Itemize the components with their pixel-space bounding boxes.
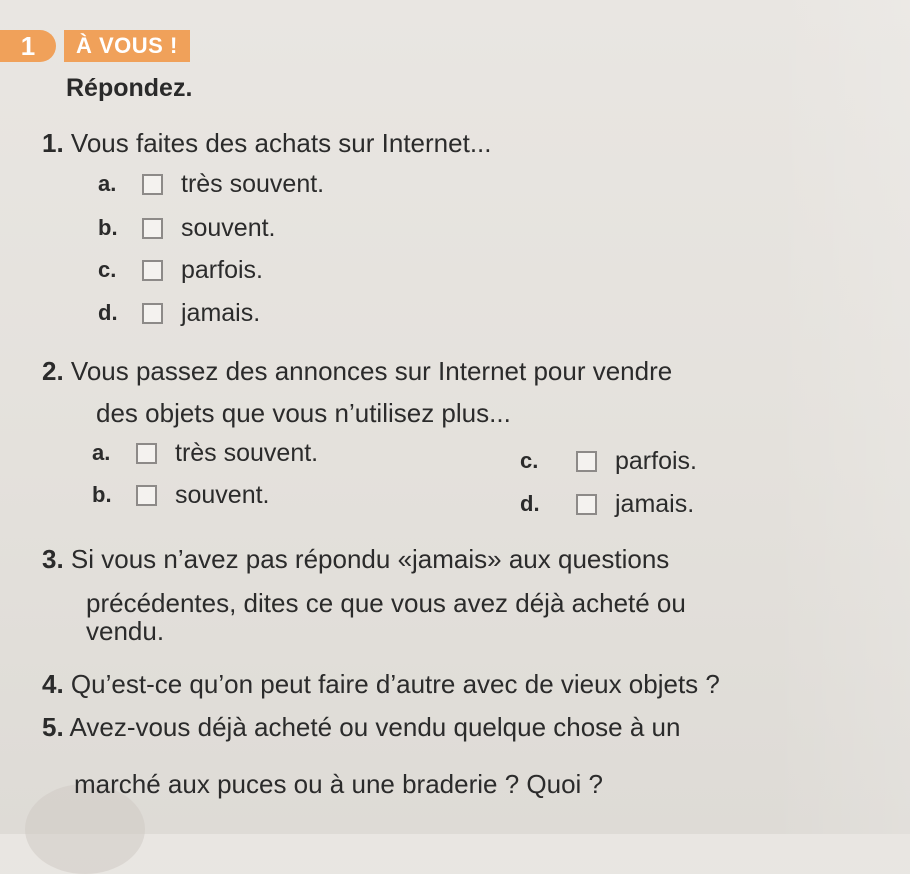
empty-checkbox-icon[interactable] — [142, 174, 163, 195]
question-3-line-2: précédentes, dites ce que vous avez déjà acheté ou — [86, 588, 686, 618]
question-3 — [42, 540, 669, 578]
option-text: jamais. — [615, 490, 695, 518]
exercise-number: 1 — [0, 30, 56, 62]
question-1 — [42, 124, 492, 162]
question-text: Vous passez des annonces sur Internet pour vendre — [70, 356, 673, 386]
option-letter: b. — [98, 215, 118, 240]
option-letter: d. — [98, 300, 118, 325]
option-1c — [98, 253, 263, 287]
option-letter: a. — [92, 440, 111, 465]
exercise-badge: À VOUS ! — [64, 30, 190, 62]
option-letter: c. — [98, 257, 117, 282]
option-text: parfois. — [615, 447, 697, 475]
option-letter: d. — [520, 491, 540, 516]
option-2b — [92, 478, 270, 512]
question-text: Qu’est-ce qu’on peut faire d’autre avec de vieux objets ? — [70, 669, 720, 699]
option-2d — [520, 487, 694, 521]
empty-checkbox-icon[interactable] — [136, 485, 157, 506]
question-number: 1. — [42, 128, 64, 158]
question-4 — [42, 665, 720, 703]
empty-checkbox-icon[interactable] — [142, 218, 163, 239]
question-text: Avez-vous déjà acheté ou vendu quelque chose à un — [69, 712, 681, 742]
option-letter: b. — [92, 482, 112, 507]
option-1b — [98, 211, 276, 245]
option-text: parfois. — [181, 256, 263, 284]
empty-checkbox-icon[interactable] — [136, 443, 157, 464]
exercise-header — [0, 30, 910, 62]
question-2 — [42, 352, 672, 390]
question-text: Vous faites des achats sur Internet... — [70, 128, 492, 158]
question-number: 4. — [42, 669, 64, 699]
option-letter: c. — [520, 448, 539, 473]
page-shadow — [770, 0, 910, 834]
question-3-line-3: vendu. — [86, 616, 165, 646]
option-text: très souvent. — [181, 170, 325, 198]
instruction: Répondez. — [66, 74, 193, 102]
option-1a — [98, 167, 324, 201]
option-text: souvent. — [175, 481, 270, 509]
empty-checkbox-icon[interactable] — [576, 451, 597, 472]
option-text: souvent. — [181, 214, 276, 242]
option-1d — [98, 296, 260, 330]
question-number: 2. — [42, 356, 64, 386]
empty-checkbox-icon[interactable] — [142, 303, 163, 324]
option-2a — [92, 436, 318, 470]
option-letter: a. — [98, 171, 117, 196]
option-text: très souvent. — [175, 439, 319, 467]
question-number: 5. — [42, 712, 64, 742]
question-2-line-2: des objets que vous n’utilisez plus... — [96, 398, 511, 428]
question-text: Si vous n’avez pas répondu «jamais» aux questions — [70, 544, 670, 574]
empty-checkbox-icon[interactable] — [576, 494, 597, 515]
question-5-line-2: marché aux puces ou à une braderie ? Quoi ? — [74, 769, 604, 799]
option-text: jamais. — [181, 299, 261, 327]
empty-checkbox-icon[interactable] — [142, 260, 163, 281]
question-5 — [42, 708, 680, 746]
question-number: 3. — [42, 544, 64, 574]
option-2c — [520, 444, 697, 478]
